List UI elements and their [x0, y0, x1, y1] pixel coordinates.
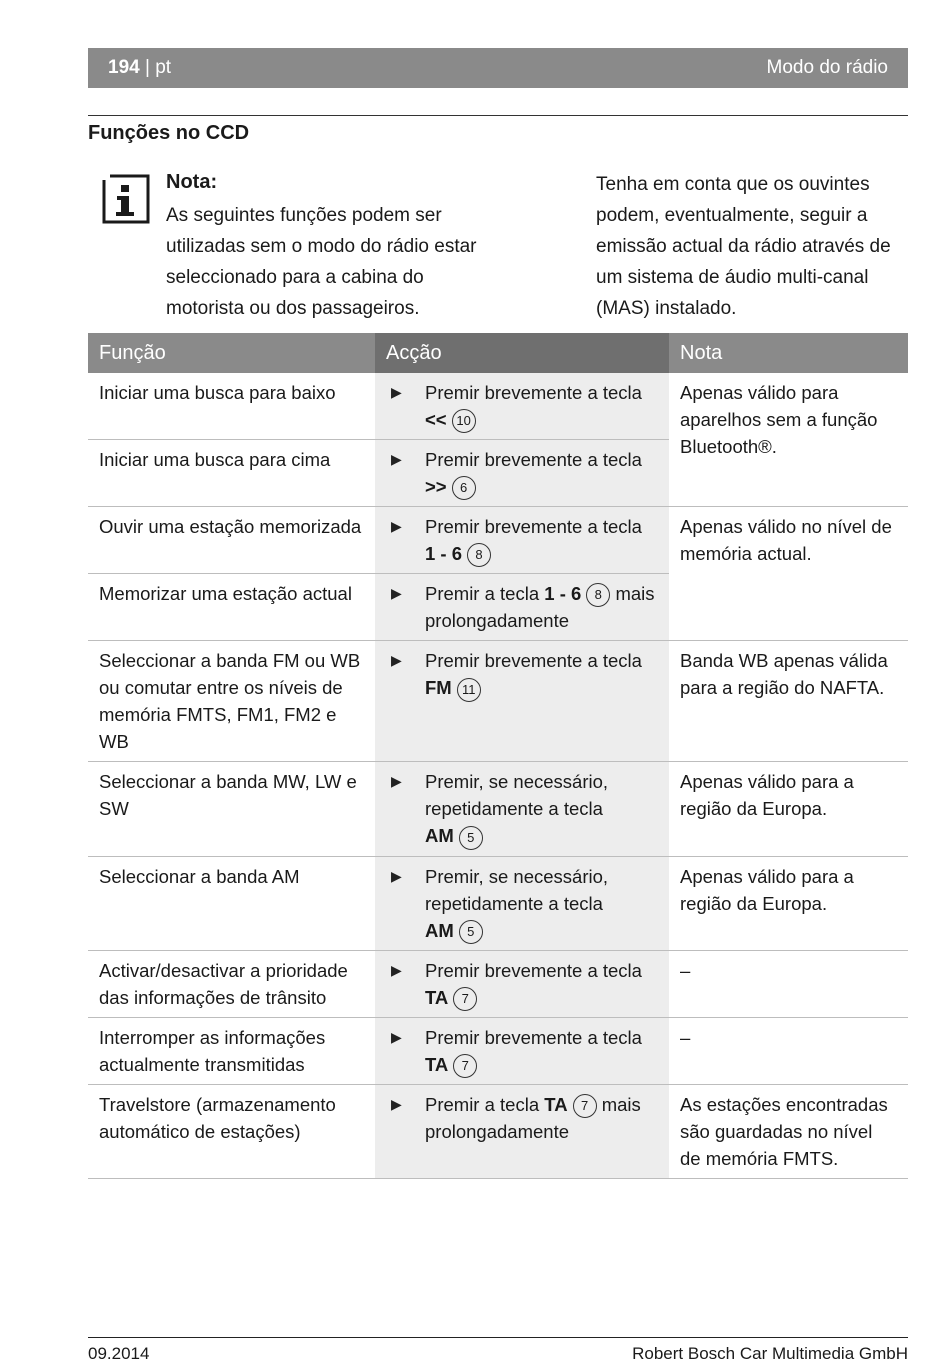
- table-row: [88, 950, 908, 1017]
- cell-funcao: Interromper as informações actualmente transmitidas: [88, 1017, 375, 1084]
- table-row: [88, 1017, 908, 1084]
- cell-nota: Apenas válido para a região da Europa.: [669, 856, 908, 950]
- cell-nota: Apenas válido no nível de memória actual.: [669, 507, 908, 641]
- note-body: As seguintes funções podem ser utilizadas sem o modo do rádio estar seleccionado para a cabina do motorista ou dos passageiros.: [166, 205, 477, 319]
- cell-nota: Banda WB apenas válida para a região do NAFTA.: [669, 641, 908, 762]
- bullet-arrow-icon: ▶: [391, 867, 402, 884]
- cell-funcao: Memorizar uma estação actual: [88, 574, 375, 641]
- chapter-title: Modo do rádio: [766, 57, 888, 78]
- bullet-arrow-icon: ▶: [391, 1095, 402, 1112]
- table-row: [88, 641, 908, 762]
- cell-accao: ▶ Premir a tecla TA 7 mais prolongadamente: [375, 1084, 669, 1178]
- table-header-row: [88, 333, 908, 373]
- cell-funcao: Seleccionar a banda AM: [88, 856, 375, 950]
- cell-nota: Apenas válido para aparelhos sem a função Bluetooth®.: [669, 373, 908, 507]
- cell-funcao: Seleccionar a banda MW, LW e SW: [88, 762, 375, 856]
- table-row: [88, 373, 908, 440]
- callout-number: 8: [467, 543, 491, 567]
- column-header-accao: Acção: [375, 333, 669, 373]
- cell-nota: Apenas válido para a região da Europa.: [669, 762, 908, 856]
- cell-funcao: Seleccionar a banda FM ou WB ou comutar entre os níveis de memória FMTS, FM1, FM2 e WB: [88, 641, 375, 762]
- bullet-arrow-icon: ▶: [391, 384, 402, 400]
- callout-number: 8: [586, 583, 610, 607]
- cell-accao: ▶ Premir a tecla 1 - 6 8 mais prolongadamente: [375, 574, 669, 641]
- bullet-arrow-icon: ▶: [391, 1028, 402, 1045]
- bullet-arrow-icon: ▶: [391, 961, 402, 978]
- cell-accao: ▶ Premir brevemente a tecla >> 6: [375, 440, 669, 507]
- bullet-arrow-icon: ▶: [391, 652, 402, 669]
- section-title: Funções no CCD: [88, 122, 250, 144]
- page-header: [88, 48, 908, 88]
- cell-nota: –: [669, 1017, 908, 1084]
- table-row: [88, 507, 908, 574]
- callout-number: 6: [452, 476, 476, 500]
- language-code: pt: [155, 57, 172, 78]
- bullet-arrow-icon: ▶: [391, 518, 402, 535]
- cell-accao: ▶ Premir brevemente a tecla TA 7: [375, 950, 669, 1017]
- cell-funcao: Travelstore (armazenamento automático de estações): [88, 1084, 375, 1178]
- cell-nota: As estações encontradas são guardadas no nível de memória FMTS.: [669, 1084, 908, 1178]
- table-row: [88, 856, 908, 950]
- functions-table: [88, 333, 908, 1179]
- callout-number: 10: [452, 409, 476, 433]
- cell-accao: ▶ Premir brevemente a tecla << 10: [375, 373, 669, 440]
- cell-accao: ▶ Premir brevemente a tecla FM 11: [375, 641, 669, 762]
- info-icon: [102, 174, 150, 224]
- table-row: [88, 762, 908, 856]
- cell-funcao: Iniciar uma busca para cima: [88, 440, 375, 507]
- callout-number: 7: [453, 987, 477, 1011]
- page-number: 194 | pt: [108, 57, 172, 78]
- bullet-arrow-icon: ▶: [391, 773, 402, 790]
- column-header-funcao: Função: [88, 333, 375, 373]
- cell-funcao: Activar/desactivar a prioridade das informações de trânsito: [88, 950, 375, 1017]
- callout-number: 5: [459, 920, 483, 944]
- cell-accao: ▶ Premir, se necessário, repetidamente a tecla AM 5: [375, 762, 669, 856]
- header-divider: [88, 115, 908, 116]
- callout-number: 11: [457, 678, 481, 702]
- callout-number: 5: [459, 826, 483, 850]
- table-row: [88, 1084, 908, 1178]
- footer-date: 09.2014: [88, 1344, 150, 1363]
- footer-company: Robert Bosch Car Multimedia GmbH: [632, 1344, 908, 1363]
- cell-accao: ▶ Premir brevemente a tecla 1 - 6 8: [375, 507, 669, 574]
- cell-funcao: Iniciar uma busca para baixo: [88, 373, 375, 440]
- cell-accao: ▶ Premir, se necessário, repetidamente a tecla AM 5: [375, 856, 669, 950]
- callout-number: 7: [453, 1054, 477, 1078]
- footer-divider: [88, 1337, 908, 1338]
- bullet-arrow-icon: ▶: [391, 585, 402, 602]
- callout-number: 7: [573, 1094, 597, 1118]
- cell-funcao: Ouvir uma estação memorizada: [88, 507, 375, 574]
- column-header-nota: Nota: [669, 333, 908, 373]
- cell-accao: ▶ Premir brevemente a tecla TA 7: [375, 1017, 669, 1084]
- bullet-arrow-icon: ▶: [391, 451, 402, 468]
- note-title: Nota:: [166, 171, 218, 193]
- cell-nota: –: [669, 950, 908, 1017]
- note-right-text: Tenha em conta que os ouvintes podem, eventualmente, seguir a emissão actual da rádio através de um sistema de áudio multi-canal (MAS) instalado.: [596, 174, 891, 319]
